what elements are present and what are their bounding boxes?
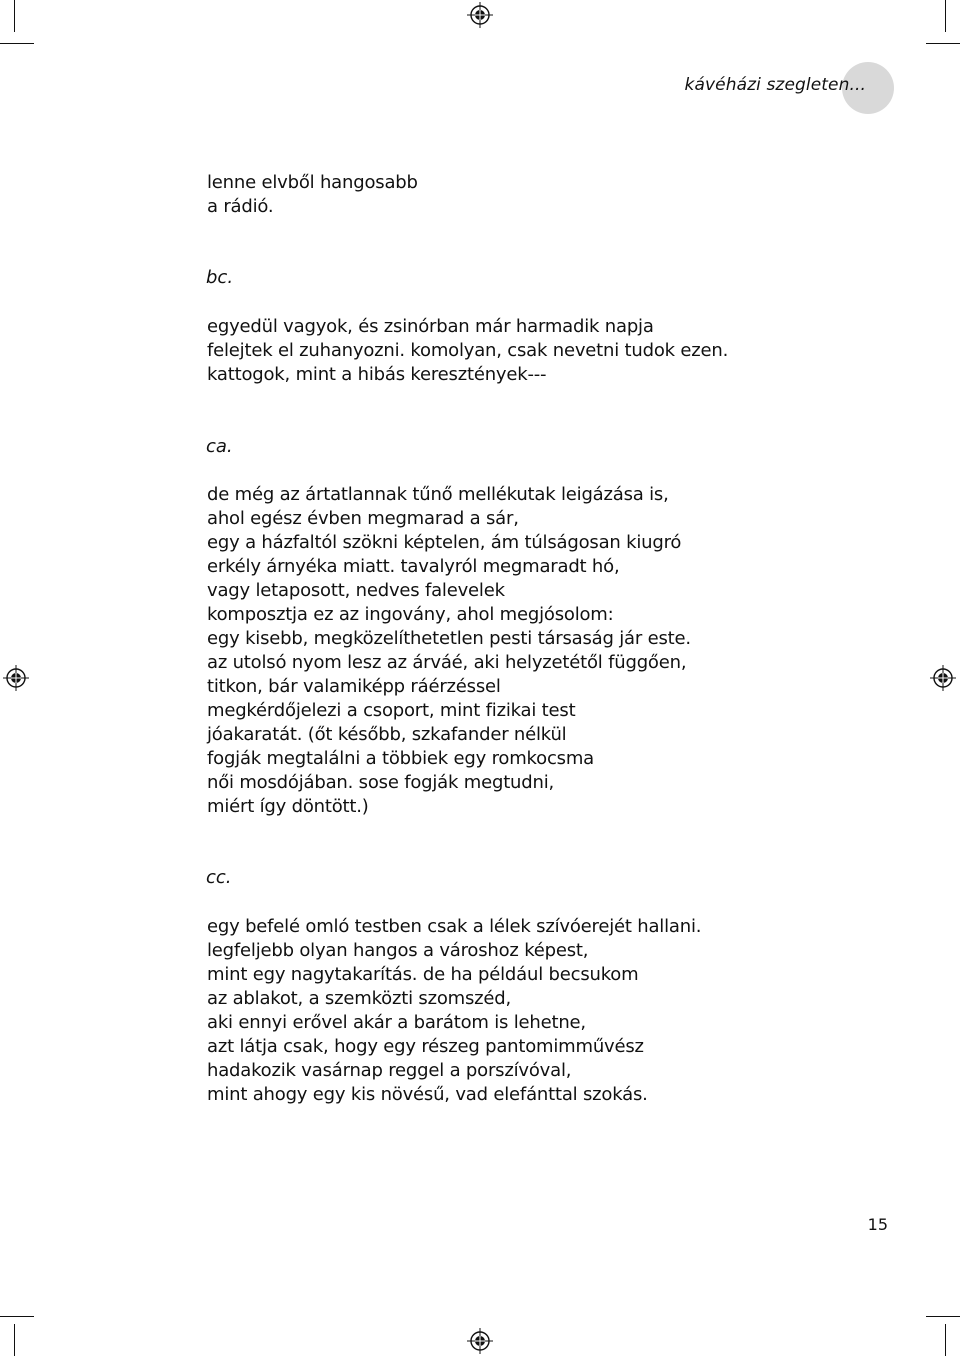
registration-crosshair-icon xyxy=(930,665,956,691)
registration-crosshair-icon xyxy=(467,1328,493,1354)
registration-crosshair-icon xyxy=(3,665,29,691)
stanza-3: de még az ártatlannak tűnő mellékutak leigázása is, ahol egész évben megmarad a sár, egy a házfaltól szökni képtelen, ám túlságosan kiugró erkély árnyéka miatt. tavalyról megmaradt hó, vagy letaposott, nedves falevelek komposztja ez az ingovány, ahol megjósolom: egy kisebb, megközelíthetetlen pesti társaság jár este. az utolsó nyom lesz az árváé, aki helyzetétől függően, titkon, bár valamiképp ráérzéssel megkérdőjelezi a csoport, mint fizikai test jóakaratát. (őt később, szkafander nélkül fogják megtalálni a többiek egy romkocsma női mosdójában. sose fogják megtudni, miért így döntött.) xyxy=(207,484,691,817)
stanza-2: egyedül vagyok, és zsinórban már harmadik napja felejtek el zuhanyozni. komolyan, csak nevetni tudok ezen. kattogok, mint a hibás keresztények--- xyxy=(207,316,729,385)
page-number: 15 xyxy=(867,1215,888,1234)
section-mark-ca: ca. xyxy=(206,436,233,457)
section-mark-cc: cc. xyxy=(206,867,232,888)
crop-mark-bottom-right-h xyxy=(926,1316,960,1317)
running-title: kávéházi szegleten... xyxy=(684,75,866,95)
crop-mark-top-right-h xyxy=(926,43,960,44)
crop-mark-bottom-left xyxy=(14,1324,15,1356)
stanza-4: egy befelé omló testben csak a lélek szívóerejét hallani. legfeljebb olyan hangos a városhoz képest, mint egy nagytakarítás. de ha például becsukom az ablakot, a szemközti szomszéd, aki ennyi erővel akár a barátom is lehetne, azt látja csak, hogy egy részeg pantomimművész hadakozik vasárnap reggel a porszívóval, mint ahogy egy kis növésű, vad elefánttal szokás. xyxy=(207,916,702,1105)
stanza-1: lenne elvből hangosabb a rádió. xyxy=(207,172,418,217)
crop-mark-top-left xyxy=(14,0,15,32)
crop-mark-top-left-h xyxy=(0,43,34,44)
crop-mark-top-right xyxy=(945,0,946,32)
registration-crosshair-icon xyxy=(467,2,493,28)
crop-mark-bottom-right xyxy=(945,1324,946,1356)
section-mark-bc: bc. xyxy=(206,267,234,288)
crop-mark-bottom-left-h xyxy=(0,1316,34,1317)
